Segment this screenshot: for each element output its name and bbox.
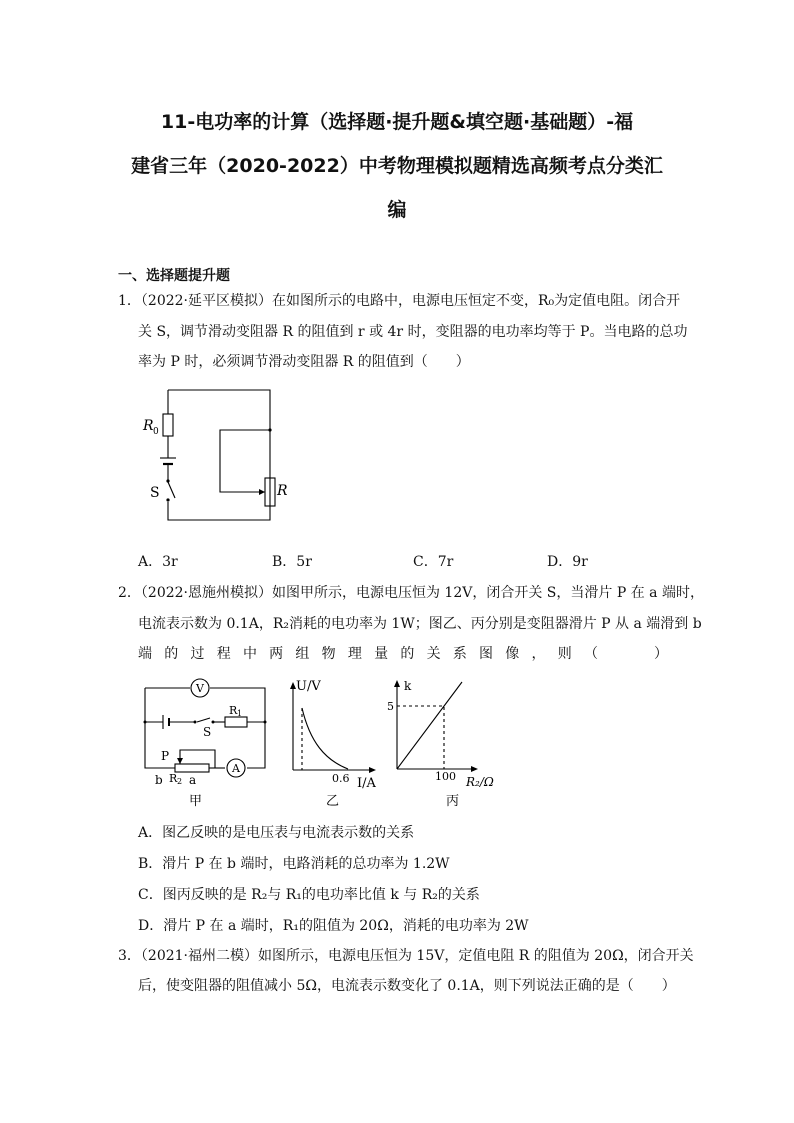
q2-line-3-word: 图 xyxy=(479,646,494,662)
label-switch-s: S xyxy=(150,485,160,501)
title-line-2: 建省三年（2020-2022）中考物理模拟题精选高频考点分类汇 xyxy=(131,155,663,177)
q2-figure-yi xyxy=(280,672,380,810)
slider-p-label: P xyxy=(161,749,170,763)
q1-option-a: A．3r xyxy=(138,554,178,570)
curve-u-i xyxy=(302,708,348,769)
q3-line-1: 3．（2021·福州二模）如图所示，电源电压恒为 15V，定值电阻 R 的阻值为 20Ω，闭合开关 xyxy=(118,948,694,964)
switch-label: S xyxy=(203,725,212,739)
figure-yi-caption: 乙 xyxy=(326,794,340,809)
ammeter-label: A xyxy=(232,762,240,775)
r1-label-sub: 1 xyxy=(237,709,243,718)
end-a-label: a xyxy=(189,773,197,787)
q2-option-a: A．图乙反映的是电压表与电流表示数的关系 xyxy=(138,825,415,841)
q2-figure-bing xyxy=(382,672,502,810)
q2-line-3-word: 程 xyxy=(216,646,231,662)
q2-line-3-word: 关 xyxy=(426,646,441,662)
r2-label: R xyxy=(169,772,178,785)
title-line-3: 编 xyxy=(387,199,407,221)
r1-resistor xyxy=(225,717,247,727)
yi-xtick: 0.6 xyxy=(332,772,350,785)
yi-ylabel: U/V xyxy=(296,679,321,694)
line-k-r2 xyxy=(397,682,462,769)
r2-rheostat xyxy=(175,764,209,772)
q2-option-b: B．滑片 P 在 b 端时，电路消耗的总功率为 1.2W xyxy=(138,856,450,872)
bing-ytick: 5 xyxy=(387,700,394,713)
q2-line-3-word: 两 xyxy=(269,646,284,662)
q1-line-3: 率为 P 时，必须调节滑动变阻器 R 的阻值到（ ） xyxy=(138,354,470,370)
q2-line-3-word: 则 xyxy=(557,646,572,662)
document-title xyxy=(100,100,694,232)
q2-option-c: C．图丙反映的是 R₂与 R₁的电功率比值 k 与 R₂的关系 xyxy=(138,887,480,903)
q2-line-3-word: 系 xyxy=(452,646,467,662)
q2-line-2: 电流表示数为 0.1A，R₂消耗的电功率为 1W；图乙、丙分别是变阻器滑片 P 从 a 端滑到 b xyxy=(138,616,702,632)
q1-line-1: 1．（2022·延平区模拟）在如图所示的电路中，电源电压恒定不变，R₀为定值电阻。闭合开 xyxy=(118,293,681,309)
q3-line-2: 后，使变阻器的阻值减小 5Ω，电流表示数变化了 0.1A，则下列说法正确的是（ ） xyxy=(138,978,676,994)
q2-line-1: 2．（2022·恩施州模拟）如图甲所示，电源电压恒为 12V，闭合开关 S，当滑片 P 在 a 端时， xyxy=(118,585,704,601)
label-r0: R xyxy=(143,418,154,434)
q1-line-2: 关 S，调节滑动变阻器 R 的阻值到 r 或 4r 时，变阻器的电功率均等于 P。当电路的总功 xyxy=(138,324,688,340)
figure-jia-caption: 甲 xyxy=(189,794,203,809)
label-r0-sub: 0 xyxy=(153,427,159,437)
q2-line-3-word: 的 xyxy=(164,646,179,662)
q2-line-3-word: 的 xyxy=(400,646,415,662)
r0-resistor xyxy=(163,414,173,436)
bing-ylabel: k xyxy=(404,679,412,693)
q1-option-b: B．5r xyxy=(272,554,312,570)
q2-line-3-word: 理 xyxy=(347,646,362,662)
voltmeter-label: V xyxy=(196,682,204,695)
r2-label-sub: 2 xyxy=(177,777,183,786)
q2-line-3-word: （ ） xyxy=(583,646,668,662)
yi-xlabel: I/A xyxy=(357,776,376,791)
q2-line-3 xyxy=(138,645,668,663)
q2-line-3-word: 像 xyxy=(505,646,520,662)
q2-figure-jia xyxy=(135,672,275,810)
q2-line-3-word: 端 xyxy=(138,646,152,662)
q2-option-d: D．滑片 P 在 a 端时，R₁的阻值为 20Ω，消耗的电功率为 2W xyxy=(138,918,529,934)
q2-line-3-word: 量 xyxy=(374,646,389,662)
label-r: R xyxy=(277,483,288,499)
q2-line-3-word: 过 xyxy=(190,646,205,662)
figure-bing-caption: 丙 xyxy=(446,794,460,809)
q2-line-3-word: 组 xyxy=(295,646,310,662)
title-line-1: 11-电功率的计算（选择题·提升题&填空题·基础题）-福 xyxy=(160,111,634,133)
q2-line-3-word: 中 xyxy=(242,646,257,662)
q1-circuit-figure xyxy=(138,380,308,530)
bing-xtick: 100 xyxy=(435,770,456,783)
section-heading: 一、选择题提升题 xyxy=(118,268,230,284)
q2-line-3-word: ， xyxy=(531,646,546,662)
q1-option-d: D．9r xyxy=(547,554,588,570)
q2-line-3-word: 物 xyxy=(321,646,336,662)
end-b-label: b xyxy=(155,773,163,787)
bing-xlabel: R₂/Ω xyxy=(466,775,494,789)
r1-label: R xyxy=(229,704,238,717)
q1-option-c: C．7r xyxy=(413,554,454,570)
